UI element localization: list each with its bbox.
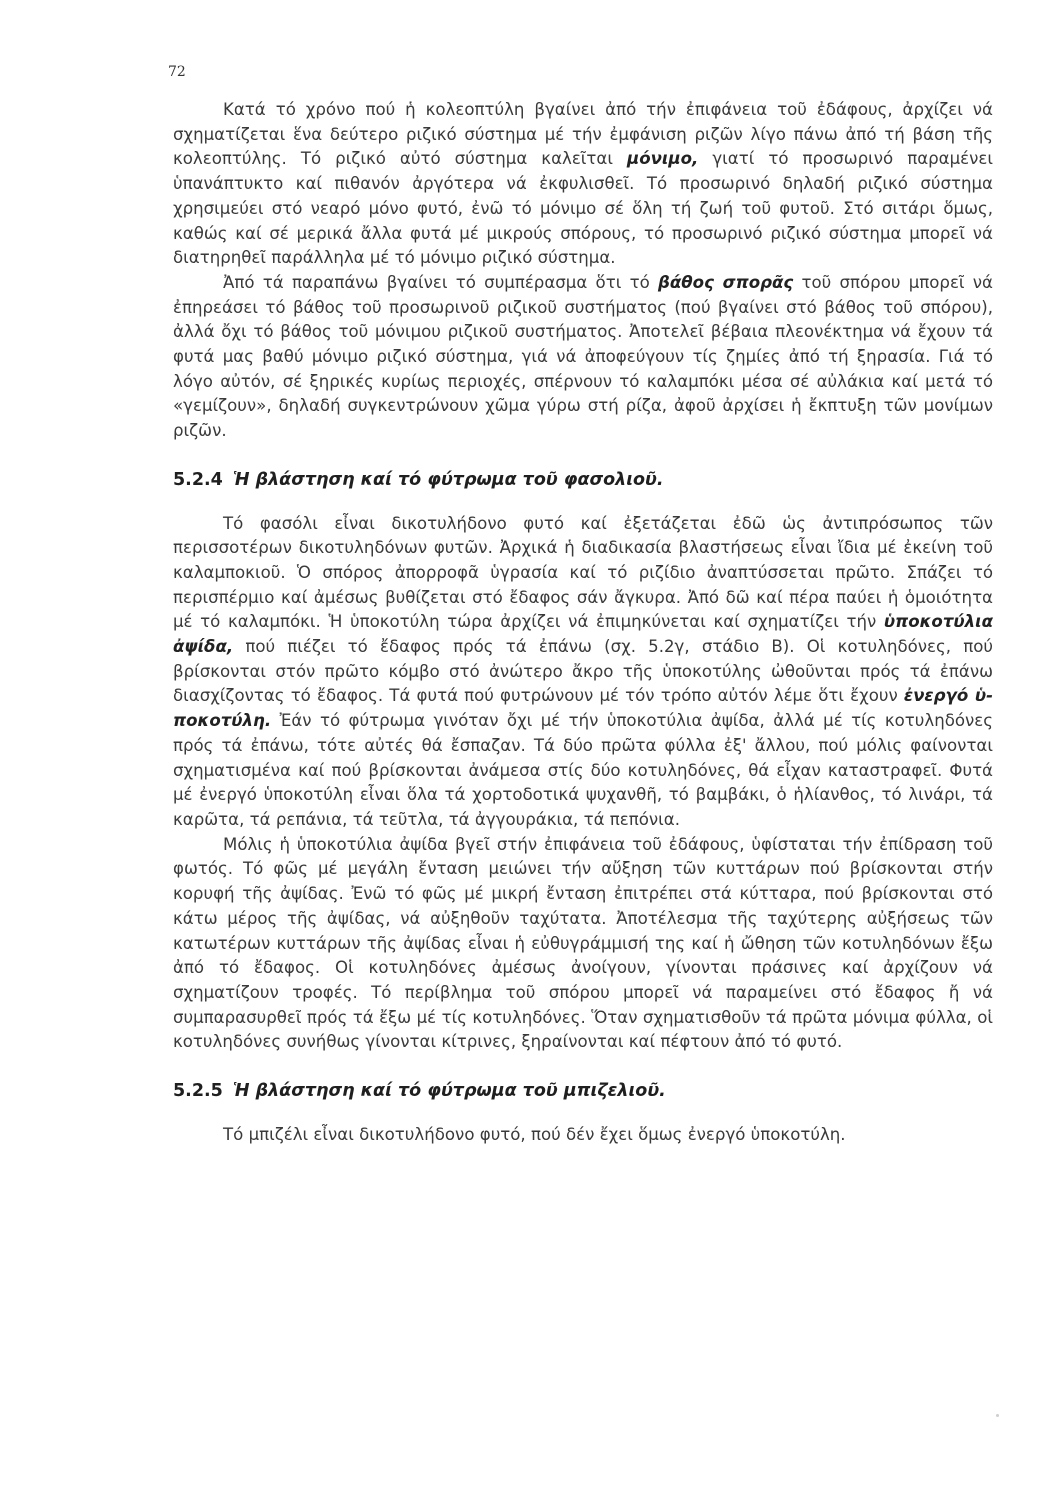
section-number: 5.2.5 — [173, 1081, 223, 1102]
paragraph-text: Κατά τό χρόνο πού ἡ κολεοπτύλη βγαίνει ἀπό τήν ἐπιφάνεια τοῦ ἐδάφους, ἀρχίζει νά σχηματίζεται ἕνα δεύτερο ριζικό σύστημα μέ τήν ἐμφάνιση ριζῶν λίγο πάνω ἀπό τή βάση τῆς κολεοπτύλης. Τό ριζικό αὐτό σύστημα καλεῖται — [173, 100, 993, 169]
section-heading — [173, 468, 993, 493]
section-heading — [173, 1079, 993, 1104]
body-paragraph — [173, 512, 993, 833]
key-term: βάθος σπορᾶς — [657, 272, 794, 292]
paragraph-text: πού πιέζει τό ἔδαφος πρός τά ἐπάνω (σχ. 5.2γ, στάδιο Β). Οἱ κοτυληδόνες, πού βρίσκονται στόν πρῶτο κόμβο στό ἀνώτερο ἄκρο τῆς ὑποκοτύλης ὠθοῦνται πρός τά ἐπάνω διασχίζοντας τό ἔδαφος. Τά φυτά πού φυτρώνουν μέ τόν τρόπο αὐτόν λέμε ὅτι ἔχουν — [173, 637, 993, 706]
section-title: Ἡ βλάστηση καί τό φύτρωμα τοῦ μπιζελιοῦ. — [232, 1081, 666, 1102]
body-paragraph — [173, 1123, 993, 1148]
key-term: ὑποκοτύλια ἀψίδα, — [173, 612, 993, 657]
paragraph-text: Ἐάν τό φύτρωμα γινόταν ὄχι μέ τήν ὑποκοτύλια ἀψίδα, ἀλλά μέ τίς κοτυληδόνες πρός τά ἐπάνω, τότε αὐτές θά ἔσπαζαν. Τά δύο πρῶτα φύλλα ἐξ' ἄλλου, πού μόλις φαίνονται σχηματισμένα καί πού βρίσκονται ἀνάμεσα στίς δύο κοτυληδόνες, θά εἶχαν καταστραφεῖ. Φυτά μέ ἐνεργό ὑποκοτύλη εἶναι ὅλα τά χορτοδοτικά ψυχανθῆ, τό βαμβάκι, ὁ ἡλίανθος, τό λινάρι, τά καρῶτα, τά ρεπάνια, τά τεῦτλα, τά ἀγγουράκια, τά πεπόνια. — [173, 711, 993, 829]
paragraph-text: Τό μπιζέλι εἶναι δικοτυλήδονο φυτό, πού δέν ἔχει ὅμως ἐνεργό ὑποκοτύλη. — [223, 1124, 846, 1144]
section-title: Ἡ βλάστηση καί τό φύτρωμα τοῦ φασολιοῦ. — [232, 469, 664, 490]
paragraph-text: Μόλις ἡ ὑποκοτύλια ἀψίδα βγεῖ στήν ἐπιφάνεια τοῦ ἐδάφους, ὑφίσταται τήν ἐπίδραση τοῦ φωτός. Τό φῶς μέ μεγάλη ἔνταση μειώνει τήν αὔξηση τῶν κυττάρων πού βρίσκονται στήν κορυφή τῆς ἀψίδας. Ἐνῶ τό φῶς μέ μικρή ἔνταση ἐπιτρέπει στά κύτταρα, πού βρίσκονται στό κάτω μέρος τῆς ἀψίδας, νά αὐξηθοῦν ταχύτατα. Ἀποτέλεσμα τῆς ταχύτερης αὐξήσεως τῶν κατωτέρων κυττάρων τῆς ἀψίδας εἶναι ἡ εὐθυγράμμισή της καί ἡ ὤθηση τῶν κοτυληδόνων ἔξω ἀπό τό ἔδαφος. Οἱ κοτυληδόνες ἀμέσως ἀνοίγουν, γίνονται πράσινες καί ἀρχίζουν νά σχηματίζουν τροφές. Τό περίβλημα τοῦ σπόρου μπορεῖ νά παραμείνει στό ἔδαφος ἤ νά συμπαρασυρθεῖ πρός τά ἔξω μέ τίς κοτυληδόνες. Ὅταν σχηματισθοῦν τά πρῶτα μόνιμα φύλλα, οἱ κοτυληδόνες συνήθως γίνονται κίτρινες, ξηραίνονται καί πέφτουν ἀπό τό φυτό. — [173, 834, 993, 1052]
paragraph-text: Ἀπό τά παραπάνω βγαίνει τό συμπέρασμα ὅτι τό — [223, 272, 658, 292]
page-body — [173, 98, 993, 1147]
paragraph-text: Τό φασόλι εἶναι δικοτυλήδονο φυτό καί ἐξετάζεται ἐδῶ ὡς ἀντιπρόσωπος τῶν περισσοτέρων δικοτυληδόνων φυτῶν. Ἀρχικά ἡ διαδικασία βλαστήσεως εἶναι ἴδια μέ ἐκείνη τοῦ καλαμποκιοῦ. Ὁ σπόρος ἀπορροφᾶ ὑγρασία καί τό ριζίδιο ἀναπτύσσεται πρῶτο. Σπάζει τό περισπέρμιο καί ἀμέσως βυθίζεται στό ἔδαφος σάν ἄγκυρα. Ἀπό δῶ καί πέρα παύει ἡ ὁμοιότητα μέ τό καλαμπόκι. Ἡ ὑποκοτύλη τώρα ἀρχίζει νά ἐπιμηκύνεται καί σχηματίζει τήν — [173, 513, 993, 632]
paragraph-text: γιατί τό προσωρινό παραμένει ὑπανάπτυκτο καί πιθανόν ἀργότερα νά ἐκφυλισθεῖ. Τό προσωρινό δηλαδή ριζικό σύστημα χρησιμεύει στό νεαρό μόνο φυτό, ἐνῶ τό μόνιμο σέ ὅλη τή ζωή τοῦ φυτοῦ. Στό σιτάρι ὅμως, καθώς καί σέ μερικά ἄλλα φυτά μέ μικρούς σπόρους, τό προσωρινό ριζικό σύστημα μπορεῖ νά διατηρηθεῖ παράλληλα μέ τό μόνιμο ριζικό σύστημα. — [173, 149, 993, 268]
body-paragraph — [173, 98, 993, 271]
key-term: ἐνεργό ὑποκοτύλη. — [173, 686, 993, 731]
section-number: 5.2.4 — [173, 469, 223, 490]
body-paragraph — [173, 271, 993, 444]
scan-speck — [996, 1414, 999, 1417]
key-term: μόνιμο, — [627, 149, 699, 169]
body-paragraph — [173, 833, 993, 1055]
page-number: 72 — [168, 64, 186, 80]
paragraph-text: τοῦ σπόρου μπορεῖ νά ἐπηρεάσει τό βάθος τοῦ προσωρινοῦ ριζικοῦ συστήματος (πού βγαίνει στό βάθος τοῦ σπόρου), ἀλλά ὄχι τό βάθος τοῦ μόνιμου ριζικοῦ συστήματος. Ἀποτελεῖ βέβαια πλεονέκτημα νά ἔχουν τά φυτά μας βαθύ μόνιμο ριζικό σύστημα, γιά νά ἀποφεύγουν τίς ζημίες ἀπό τή ξηρασία. Γιά τό λόγο αὐτόν, σέ ξηρικές κυρίως περιοχές, σπέρνουν τό καλαμπόκι μέσα σέ αὐλάκια καί μετά τό «γεμίζουν», δηλαδή συγκεντρώνουν χῶμα γύρω στή ρίζα, ἀφοῦ ἀρχίσει ἡ ἔκπτυξη τῶν μονίμων ριζῶν. — [173, 272, 993, 441]
